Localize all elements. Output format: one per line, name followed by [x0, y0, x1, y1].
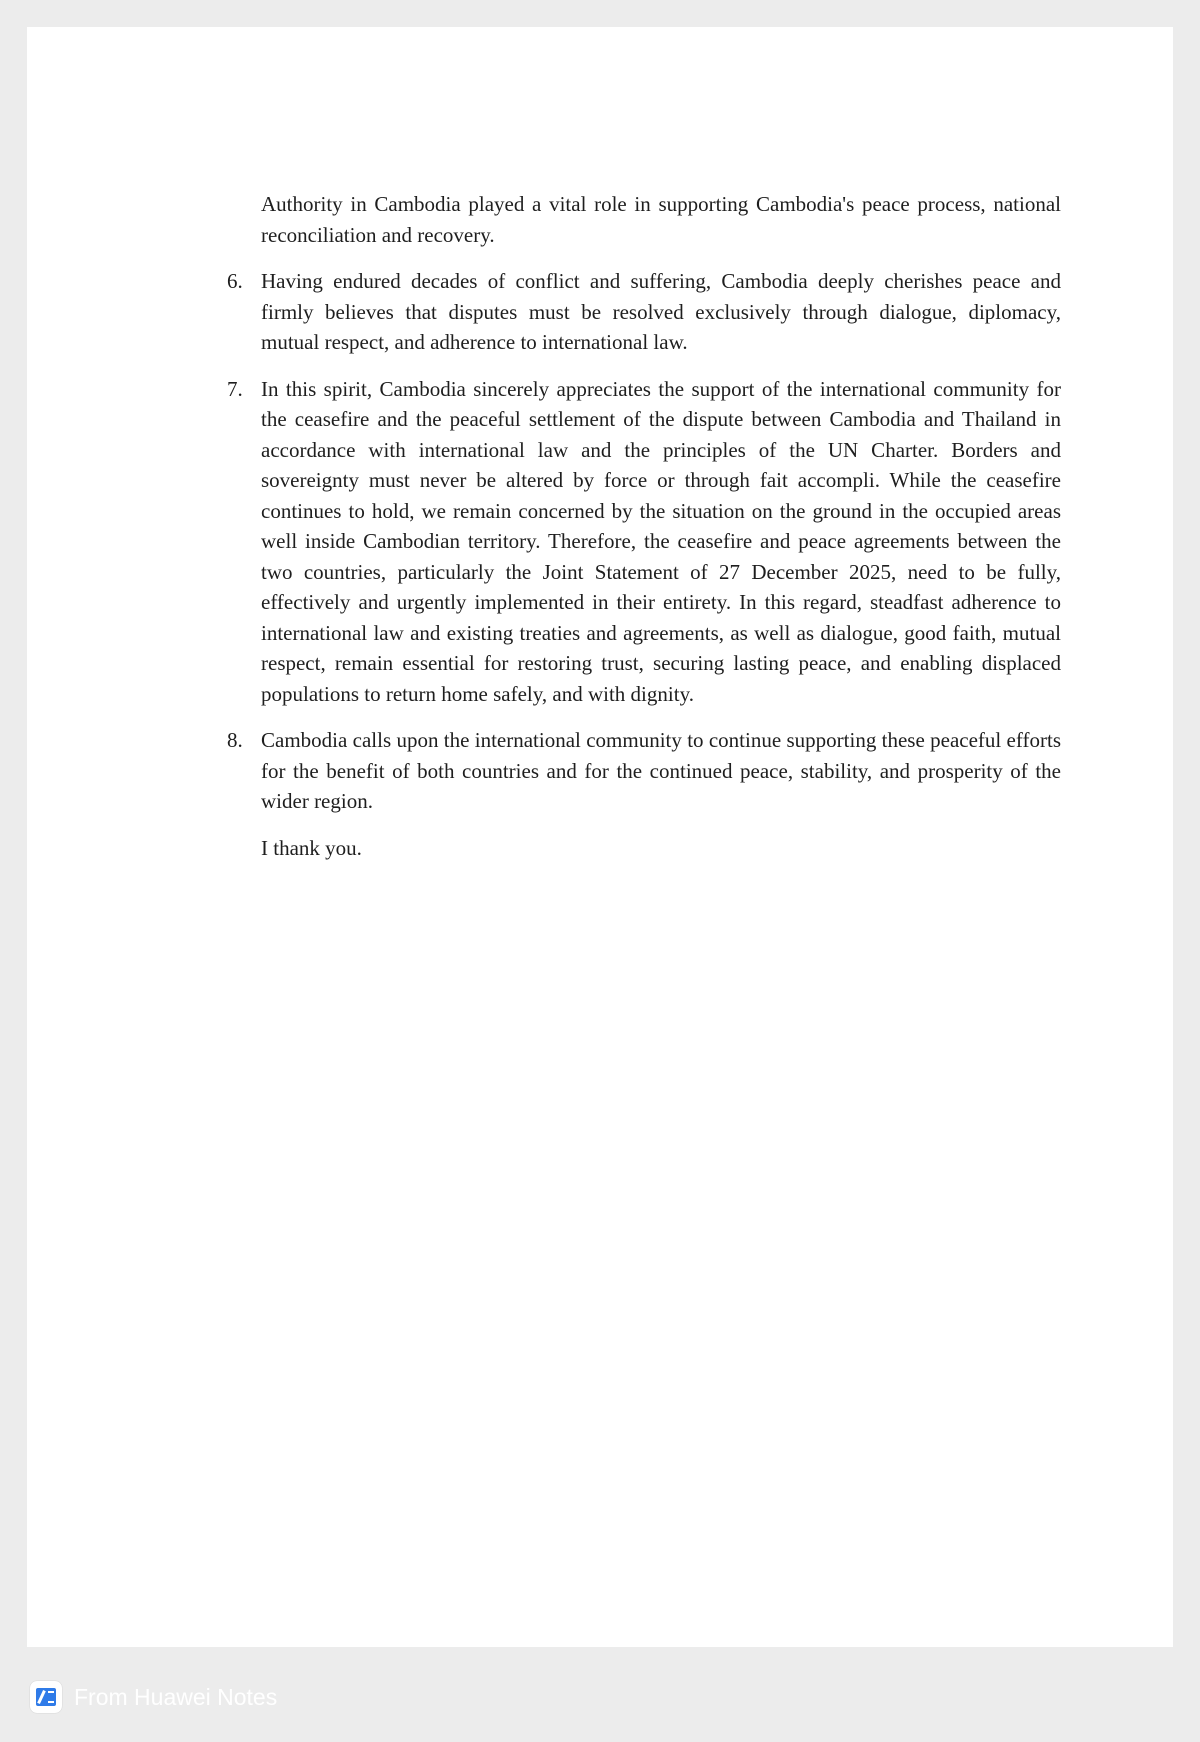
document-body — [227, 189, 1061, 863]
footer-label: From Huawei Notes — [74, 1683, 278, 1710]
item-text: In this spirit, Cambodia sincerely appreciates the support of the international community for the ceasefire and the peaceful settlement of the dispute between Cambodia and Thailand in accordance with international law and the principles of the UN Charter. Borders and sovereignty must never be altered by force or through fait accompli. While the ceasefire continues to hold, we remain concerned by the situation on the ground in the occupied areas well inside Cambodian territory. Therefore, the ceasefire and peace agreements between the two countries, particularly the Joint Statement of 27 December 2025, need to be fully, effectively and urgently implemented in their entirety. In this regard, steadfast adherence to international law and existing treaties and agreements, as well as dialogue, good faith, mutual respect, remain essential for restoring trust, securing lasting peace, and enabling displaced populations to return home safely, and with dignity. — [261, 376, 1061, 706]
huawei-notes-icon — [30, 1681, 62, 1713]
item-number: 6. — [227, 269, 243, 293]
closing-line: I thank you. — [261, 835, 362, 860]
list-item-8 — [227, 725, 1061, 817]
item-number: 7. — [227, 376, 243, 401]
list-item-6 — [227, 266, 1061, 358]
document-page — [27, 27, 1173, 1647]
item-text: Having endured decades of conflict and suffering, Cambodia deeply cherishes peace and firmly believes that disputes must be resolved exclusively through dialogue, diplomacy, mutual respect, and adherence to international law. — [261, 269, 1061, 354]
list-item-7 — [227, 374, 1061, 710]
item-text: Cambodia calls upon the international community to continue supporting these peaceful efforts for the benefit of both countries and for the continued peace, stability, and prosperity of the wider region. — [261, 728, 1061, 813]
continuation-paragraph: Authority in Cambodia played a vital role in supporting Cambodia's peace process, national reconciliation and recovery. — [261, 192, 1061, 247]
item-number: 8. — [227, 728, 243, 752]
footer-watermark — [30, 1680, 277, 1714]
